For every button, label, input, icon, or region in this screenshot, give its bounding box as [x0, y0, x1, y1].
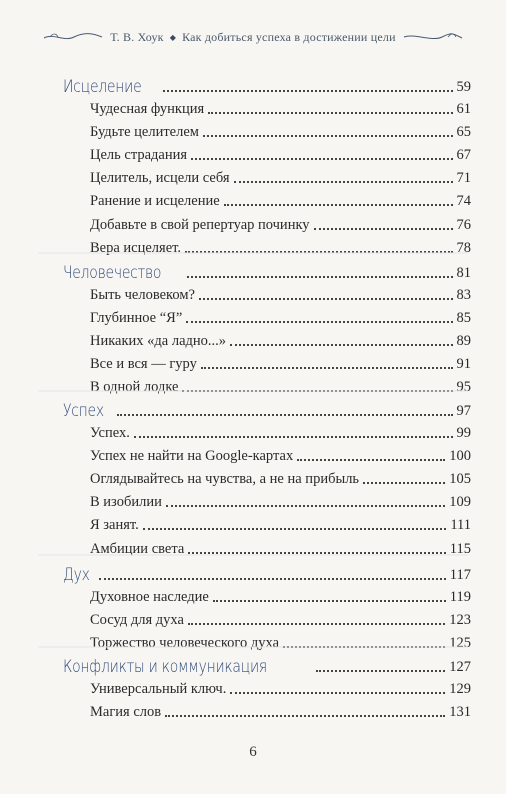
page-ref: 78 [456, 239, 471, 256]
dot-leader [208, 112, 452, 114]
dot-leader [316, 670, 446, 672]
entry-title: Глубинное “Я” [90, 310, 183, 327]
entry-title: В одной лодке [90, 379, 179, 396]
entry-title: Целитель, исцели себя [90, 170, 230, 187]
entry-title: Добавьте в свой репертуар починку [90, 216, 310, 233]
dot-leader [188, 623, 445, 625]
toc-section-2[interactable] [63, 398, 471, 420]
entry-title: Магия слов [90, 704, 162, 721]
toc-entry[interactable] [90, 328, 471, 350]
page-ref: 117 [449, 567, 471, 583]
page-ref: 129 [449, 681, 471, 697]
entry-title: Я занят. [90, 517, 139, 534]
right-flourish-ornament [402, 30, 464, 44]
dot-leader [166, 505, 445, 507]
dot-leader [143, 528, 447, 530]
page-ref: 99 [456, 425, 471, 441]
dot-leader [117, 414, 453, 416]
diamond-icon: ◆ [169, 32, 177, 42]
dot-leader [230, 692, 445, 694]
dot-leader [165, 715, 445, 717]
page-ref: 115 [449, 540, 471, 557]
dot-leader [213, 600, 446, 602]
toc-entry[interactable] [90, 165, 471, 187]
dot-leader [234, 181, 453, 183]
entry-title: Вера исцеляет. [90, 239, 182, 256]
header-text [110, 30, 395, 45]
dot-leader [187, 276, 453, 278]
page-ref: 91 [456, 356, 471, 373]
page-ref: 65 [456, 124, 471, 141]
dot-leader [224, 204, 453, 206]
running-header [0, 26, 506, 48]
toc-entry[interactable] [90, 119, 471, 141]
toc-entry[interactable] [90, 188, 471, 210]
entry-title: Духовное наследие [90, 589, 209, 605]
entry-title: Никаких «да ладно...» [90, 333, 227, 350]
toc-entry[interactable] [90, 282, 471, 304]
page-ref: 89 [456, 333, 471, 350]
page-ref: 131 [449, 704, 471, 721]
section-title: Успех [63, 401, 104, 421]
dot-leader [363, 482, 445, 484]
dot-leader [203, 135, 453, 137]
entry-title: Успех. [90, 425, 130, 441]
entry-title: Амбиции света [90, 540, 185, 557]
toc-section-3[interactable] [63, 562, 471, 584]
dot-leader [297, 459, 445, 461]
toc-section-0[interactable] [63, 74, 471, 96]
entry-title: Сосуд для духа [90, 612, 184, 629]
toc-entry[interactable] [90, 96, 471, 118]
toc-entry[interactable] [90, 305, 471, 327]
page-number: 6 [249, 744, 257, 760]
toc-entry[interactable] [90, 443, 471, 465]
toc-entry[interactable] [90, 420, 471, 442]
header-author: Т. В. Хоук [110, 29, 164, 44]
page-ref: 76 [456, 216, 471, 233]
dot-leader [191, 158, 452, 160]
entry-title: Быть человеком? [90, 287, 195, 303]
page-ref: 109 [449, 494, 471, 511]
entry-title: Универсальный ключ. [90, 681, 227, 697]
entry-title: Оглядывайтесь на чувства, а не на прибыль [90, 471, 360, 488]
page-ref: 83 [456, 287, 471, 303]
section-divider [38, 248, 468, 258]
toc-entry[interactable] [90, 142, 471, 164]
page-ref: 61 [456, 101, 471, 117]
section-title: Человечество [63, 263, 162, 283]
entry-title: Цель страдания [90, 147, 188, 164]
page-ref: 95 [456, 379, 471, 396]
dot-leader [201, 367, 453, 369]
toc-entry[interactable] [90, 676, 471, 698]
entry-title: Все и вся — гуру [90, 356, 197, 373]
entry-title: Будьте целителем [90, 124, 199, 141]
page-ref: 127 [449, 659, 471, 675]
toc-entry[interactable] [90, 699, 471, 721]
toc-entry[interactable] [90, 351, 471, 373]
header-title: Как добиться успеха в достижении цели [182, 29, 396, 44]
page-ref: 100 [449, 448, 471, 465]
page-ref: 67 [456, 147, 471, 164]
page-ref: 81 [456, 265, 471, 281]
page-ref: 74 [456, 193, 471, 210]
entry-title: Торжество человеческого духа [90, 635, 280, 652]
toc-entry[interactable] [90, 466, 471, 488]
toc-section-1[interactable] [63, 260, 471, 282]
page-ref: 123 [449, 612, 471, 629]
entry-title: Ранение и исцеление [90, 193, 220, 210]
page-ref: 105 [449, 471, 471, 488]
dot-leader [186, 321, 452, 323]
page-ref: 85 [456, 310, 471, 327]
page-ref: 119 [449, 589, 471, 605]
toc-entry[interactable] [90, 489, 471, 511]
dot-leader [163, 90, 453, 92]
toc-entry[interactable] [90, 512, 471, 534]
section-title: Исцеление [63, 77, 142, 97]
page-ref: 71 [456, 170, 471, 187]
dot-leader [314, 228, 453, 230]
dot-leader [230, 344, 452, 346]
dot-leader [134, 436, 453, 438]
entry-title: Чудесная функция [90, 101, 205, 117]
entry-title: Успех не найти на Google-картах [90, 448, 294, 465]
section-divider [38, 642, 468, 652]
toc-entry[interactable] [90, 584, 471, 606]
dot-leader [199, 298, 453, 300]
toc-section-4[interactable] [63, 654, 471, 676]
page-ref: 125 [449, 635, 471, 652]
page-ref: 59 [456, 79, 471, 95]
toc-entry[interactable] [90, 212, 471, 234]
dot-leader [99, 578, 445, 580]
left-flourish-ornament [42, 30, 104, 44]
page-ref: 111 [450, 517, 471, 534]
section-title: Конфликты и коммуникация [63, 657, 267, 677]
section-divider [38, 550, 468, 560]
page-ref: 97 [456, 403, 471, 419]
entry-title: В изобилии [90, 494, 162, 511]
toc-entry[interactable] [90, 607, 471, 629]
section-title: Дух [63, 565, 90, 585]
section-divider [38, 386, 468, 396]
